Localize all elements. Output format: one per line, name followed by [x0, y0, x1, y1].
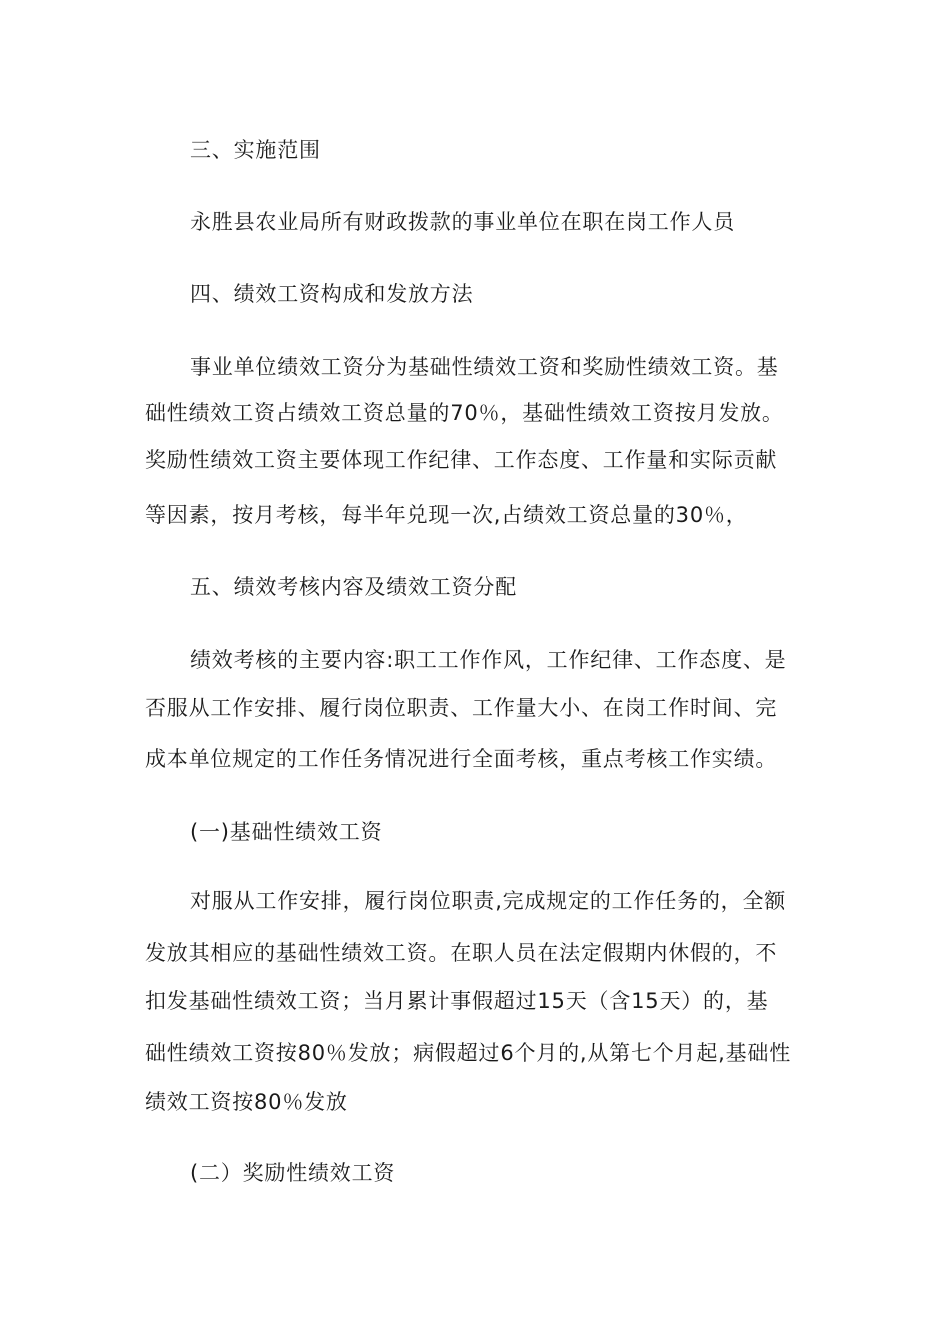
- paragraph-line: 础性绩效工资占绩效工资总量的70％，基础性绩效工资按月发放。: [145, 401, 784, 425]
- paragraph-line: 否服从工作安排、履行岗位职责、工作量大小、在岗工作时间、完: [145, 696, 778, 720]
- subheading-incentive-pay: (二）奖励性绩效工资: [190, 1161, 396, 1185]
- paragraph-line: 奖励性绩效工资主要体现工作纪律、工作态度、工作量和实际贡献: [145, 448, 778, 472]
- paragraph-line: 绩效工资按80％发放: [145, 1090, 348, 1114]
- section-heading-assessment: 五、绩效考核内容及绩效工资分配: [190, 575, 517, 599]
- paragraph-line: 等因素，按月考核，每半年兑现一次,占绩效工资总量的30％，: [145, 503, 748, 527]
- section-heading-composition: 四、绩效工资构成和发放方法: [190, 282, 474, 306]
- scope-text: 永胜县农业局所有财政拨款的事业单位在职在岗工作人员: [190, 210, 735, 234]
- paragraph-line: 发放其相应的基础性绩效工资。在职人员在法定假期内休假的，不: [145, 941, 778, 965]
- paragraph-line: 础性绩效工资按80％发放；病假超过6个月的,从第七个月起,基础性: [145, 1041, 792, 1065]
- paragraph-line: 绩效考核的主要内容:职工工作作风，工作纪律、工作态度、是: [190, 648, 787, 672]
- paragraph-line: 成本单位规定的工作任务情况进行全面考核，重点考核工作实绩。: [145, 747, 778, 771]
- paragraph-line: 对服从工作安排，履行岗位职责,完成规定的工作任务的，全额: [190, 889, 787, 913]
- subheading-basic-pay: (一)基础性绩效工资: [190, 820, 383, 844]
- paragraph-line: 扣发基础性绩效工资；当月累计事假超过15天（含15天）的，基: [145, 989, 769, 1013]
- section-heading-scope: 三、实施范围: [190, 138, 321, 162]
- paragraph-line: 事业单位绩效工资分为基础性绩效工资和奖励性绩效工资。基: [190, 355, 779, 379]
